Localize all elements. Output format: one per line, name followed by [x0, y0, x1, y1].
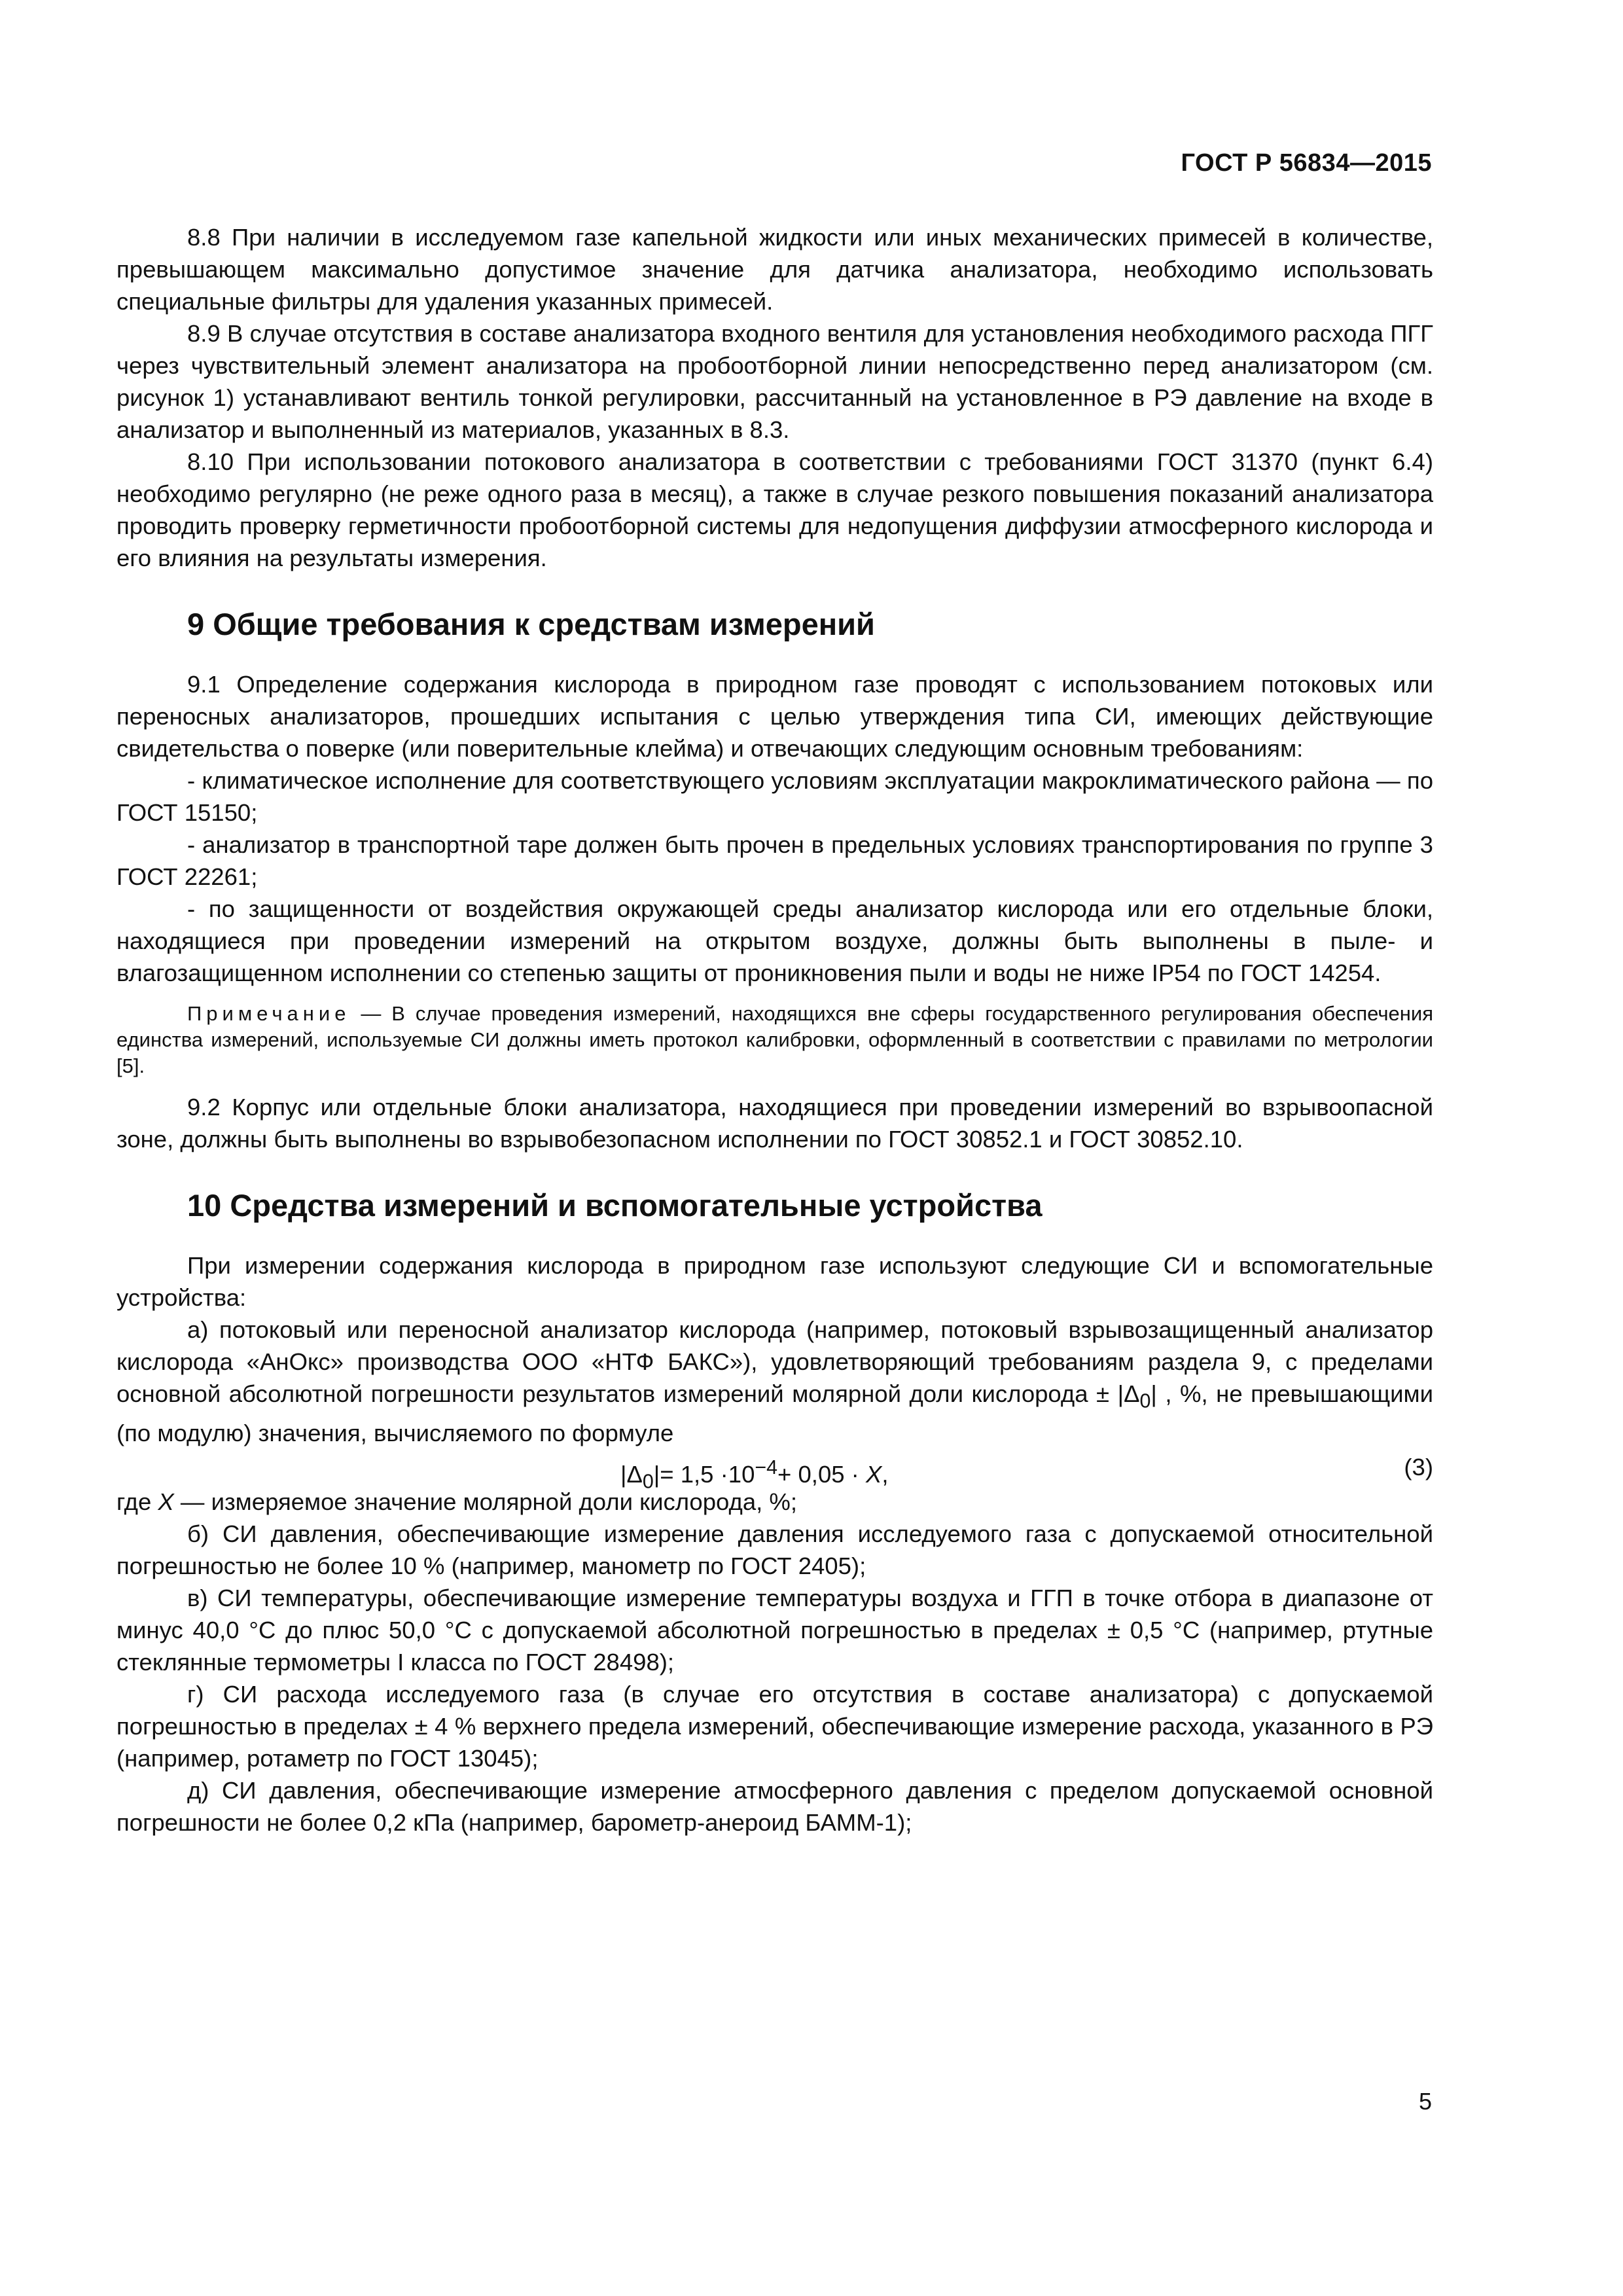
list-item-a-subscript: 0 — [1139, 1390, 1151, 1412]
paragraph-10-intro: При измерении содержания кислорода в природном газе используют следующие СИ и вспомогательные устройства: — [116, 1252, 1433, 1311]
list-item-climatic: - климатическое исполнение для соответствующего условиям эксплуатации макроклиматического района — по ГОСТ 15150; — [116, 767, 1433, 826]
list-item-g: г) СИ расхода исследуемого газа (в случае его отсутствия в составе анализатора) с допускаемой погрешностью в пределах ± 4 % верхнего предела измерений, обеспечивающие измерение расхода, указанного в РЭ (например, ротаметр по ГОСТ 13045); — [116, 1681, 1433, 1772]
formula-variable: X — [865, 1461, 882, 1488]
formula-subscript: 0 — [642, 1470, 654, 1493]
list-item-v: в) СИ температуры, обеспечивающие измерение температуры воздуха и ГГП в точке отбора в диапазоне от минус 40,0 °С до плюс 50,0 °С с допускаемой абсолютной погрешностью в пределах ± 0,5 °С (например, ртутные стеклянные термометры I класса по ГОСТ 28498); — [116, 1585, 1433, 1676]
list-item-a-text-end: | , %, не превышающими (по модулю) значения, вычисляемого по формуле — [116, 1380, 1433, 1447]
note — [116, 1001, 1433, 1079]
explanation-variable: X — [158, 1488, 174, 1516]
formula — [620, 1449, 889, 1499]
formula-end: , — [882, 1461, 889, 1488]
formula-number: (3) — [1404, 1454, 1433, 1481]
document-code-header: ГОСТ Р 56834—2015 — [1181, 149, 1432, 177]
list-item-protection: - по защищенности от воздействия окружающей среды анализатор кислорода или его отдельные блоки, находящиеся при проведении измерений на открытом воздухе, должны быть выполнены в пыле- и влагозащищенном исполнении со степенью защиты от проникновения пыли и воды не ниже IP54 по ГОСТ 14254. — [116, 895, 1433, 986]
section-9-heading: 9 Общие требования к средствам измерений — [187, 607, 875, 641]
paragraph-8-8: 8.8 При наличии в исследуемом газе капельной жидкости или иных механических примесей в количестве, превышающем максимально допустимое значение для датчика анализатора, необходимо использовать специальные фильтры для удаления указанных примесей. — [116, 224, 1433, 315]
explanation-text: — измеряемое значение молярной доли кислорода, %; — [173, 1488, 798, 1516]
page-content — [116, 221, 1433, 1839]
formula-coefficient: |= 1,5 ·10 — [653, 1461, 755, 1488]
section-10-heading: 10 Средства измерений и вспомогательные устройства — [187, 1188, 1043, 1223]
formula-rhs: + 0,05 · — [777, 1461, 866, 1488]
paragraph-9-1: 9.1 Определение содержания кислорода в природном газе проводят с использованием потоковых или переносных анализаторов, прошедших испытания с целью утверждения типа СИ, имеющих действующие свидетельства о поверке (или поверительные клейма) и отвечающих следующим основным требованиям: — [116, 671, 1433, 762]
note-text: — В случае проведения измерений, находящихся вне сферы государственного регулирования обеспечения единства измерений, используемые СИ должны иметь протокол калибровки, оформленный в соответствии с правилами по метрологии [5]. — [116, 1002, 1433, 1077]
formula-exponent: −4 — [755, 1456, 778, 1479]
formula-row — [116, 1449, 1433, 1493]
page-number: 5 — [1418, 2088, 1432, 2115]
paragraph-9-2: 9.2 Корпус или отдельные блоки анализатора, находящиеся при проведении измерений во взрывоопасной зоне, должны быть выполнены во взрывобезопасном исполнении по ГОСТ 30852.1 и ГОСТ 30852.10. — [116, 1094, 1433, 1153]
paragraph-8-10: 8.10 При использовании потокового анализатора в соответствии с требованиями ГОСТ 31370 (пункт 6.4) необходимо регулярно (не реже одного раза в месяц), а также в случае резкого повышения показаний анализатора проводить проверку герметичности пробоотборной системы для недопущения диффузии атмосферного кислорода и его влияния на результаты измерения. — [116, 448, 1433, 571]
list-item-transport: - анализатор в транспортной таре должен быть прочен в предельных условиях транспортирования по группе 3 ГОСТ 22261; — [116, 831, 1433, 890]
formula-explanation: где X — измеряемое значение молярной доли кислорода, %; — [116, 1488, 798, 1516]
note-label: Примечание — [187, 1002, 351, 1025]
list-item-a-text: а) потоковый или переносной анализатор кислорода (например, потоковый взрывозащищенный анализатор кислорода «АнОкс» производства ООО «НТФ БАКС»), удовлетворяющий требованиям раздела 9, с пределами основной абсолютной погрешности результатов измерений молярной доли кислорода ± |Δ — [116, 1316, 1433, 1407]
list-item-d: д) СИ давления, обеспечивающие измерение атмосферного давления с пределом допускаемой основной погрешности не более 0,2 кПа (например, барометр-анероид БАММ-1); — [116, 1777, 1433, 1837]
list-item-b: б) СИ давления, обеспечивающие измерение давления исследуемого газа с допускаемой относительной погрешностью не более 10 % (например, манометр по ГОСТ 2405); — [116, 1520, 1433, 1580]
formula-lhs: |Δ — [620, 1461, 643, 1488]
paragraph-8-9: 8.9 В случае отсутствия в составе анализатора входного вентиля для установления необходимого расхода ПГГ через чувствительный элемент анализатора на пробоотборной линии непосредственно перед анализатором (см. рисунок 1) устанавливают вентиль тонкой регулировки, рассчитанный на установленное в РЭ давление на входе в анализатор и выполненный из материалов, указанных в 8.3. — [116, 320, 1433, 443]
list-item-a — [116, 1314, 1433, 1449]
